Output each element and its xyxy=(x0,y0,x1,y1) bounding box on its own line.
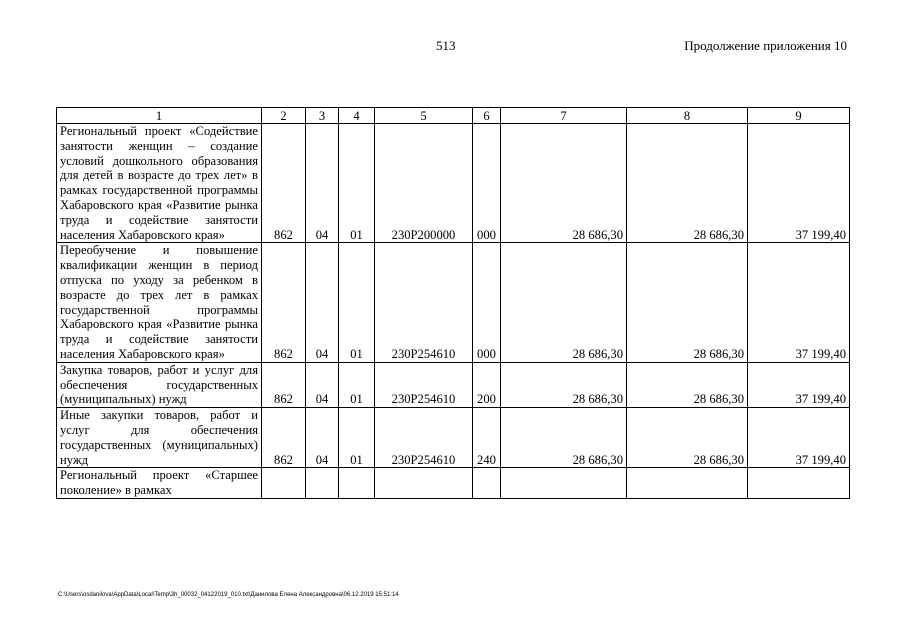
table-row xyxy=(57,243,850,362)
column-header: 5 xyxy=(375,108,473,124)
amount-col9: 37 199,40 xyxy=(748,362,850,407)
amount-col9 xyxy=(748,468,850,499)
section-code xyxy=(306,468,339,499)
amount-col7: 28 686,30 xyxy=(501,362,627,407)
amount-col8: 28 686,30 xyxy=(627,243,748,362)
amount-col8: 28 686,30 xyxy=(627,408,748,468)
ministry-code: 862 xyxy=(262,408,306,468)
subsection-code: 01 xyxy=(339,362,375,407)
section-code: 04 xyxy=(306,243,339,362)
expense-type-code: 000 xyxy=(473,243,501,362)
row-name: Региональный проект «Содействие занятости женщин – создание условий дошкольного образования для детей в возрасте до трех лет» в рамках государственной программы Хабаровского края «Развитие рынка труда и содействие занятости населения Хабаровского края» xyxy=(57,124,262,243)
table-row xyxy=(57,124,850,243)
section-code: 04 xyxy=(306,124,339,243)
amount-col8 xyxy=(627,468,748,499)
target-article-code: 230P254610 xyxy=(375,408,473,468)
column-header: 3 xyxy=(306,108,339,124)
page-number: 513 xyxy=(436,38,456,53)
expense-type-code: 240 xyxy=(473,408,501,468)
amount-col8: 28 686,30 xyxy=(627,124,748,243)
ministry-code: 862 xyxy=(262,124,306,243)
continuation-title: Продолжение приложения 10 xyxy=(684,38,847,53)
section-code: 04 xyxy=(306,408,339,468)
ministry-code: 862 xyxy=(262,362,306,407)
target-article-code xyxy=(375,468,473,499)
amount-col7: 28 686,30 xyxy=(501,243,627,362)
amount-col9: 37 199,40 xyxy=(748,243,850,362)
table-row xyxy=(57,408,850,468)
subsection-code: 01 xyxy=(339,408,375,468)
budget-table xyxy=(56,107,850,499)
amount-col9: 37 199,40 xyxy=(748,124,850,243)
subsection-code: 01 xyxy=(339,243,375,362)
footer-file-path: C:\Users\osdanilova\AppData\Local\Temp\3h_00032_04122019_010.txt\Данилова Елена Александровна\06.12.2019 15:51:14 xyxy=(58,592,399,598)
row-name: Иные закупки товаров, работ и услуг для обеспечения государственных (муниципальных) нужд xyxy=(57,408,262,468)
amount-col7: 28 686,30 xyxy=(501,124,627,243)
subsection-code: 01 xyxy=(339,124,375,243)
subsection-code xyxy=(339,468,375,499)
target-article-code: 230P254610 xyxy=(375,362,473,407)
target-article-code: 230P200000 xyxy=(375,124,473,243)
row-name: Региональный проект «Старшее поколение» в рамках xyxy=(57,468,262,499)
amount-col7: 28 686,30 xyxy=(501,408,627,468)
section-code: 04 xyxy=(306,362,339,407)
column-header: 9 xyxy=(748,108,850,124)
table-row xyxy=(57,362,850,407)
amount-col8: 28 686,30 xyxy=(627,362,748,407)
column-header: 4 xyxy=(339,108,375,124)
table-row xyxy=(57,468,850,499)
row-name: Переобучение и повышение квалификации женщин в период отпуска по уходу за ребенком в возрасте до трех лет в рамках государственной программы Хабаровского края «Развитие рынка труда и содействие занятости населения Хабаровского края» xyxy=(57,243,262,362)
column-header: 1 xyxy=(57,108,262,124)
row-name: Закупка товаров, работ и услуг для обеспечения государственных (муниципальных) нужд xyxy=(57,362,262,407)
column-header: 6 xyxy=(473,108,501,124)
amount-col7 xyxy=(501,468,627,499)
column-header: 7 xyxy=(501,108,627,124)
target-article-code: 230P254610 xyxy=(375,243,473,362)
amount-col9: 37 199,40 xyxy=(748,408,850,468)
ministry-code: 862 xyxy=(262,243,306,362)
ministry-code xyxy=(262,468,306,499)
column-header: 8 xyxy=(627,108,748,124)
expense-type-code: 200 xyxy=(473,362,501,407)
expense-type-code: 000 xyxy=(473,124,501,243)
expense-type-code xyxy=(473,468,501,499)
table-header-row xyxy=(57,108,850,124)
column-header: 2 xyxy=(262,108,306,124)
